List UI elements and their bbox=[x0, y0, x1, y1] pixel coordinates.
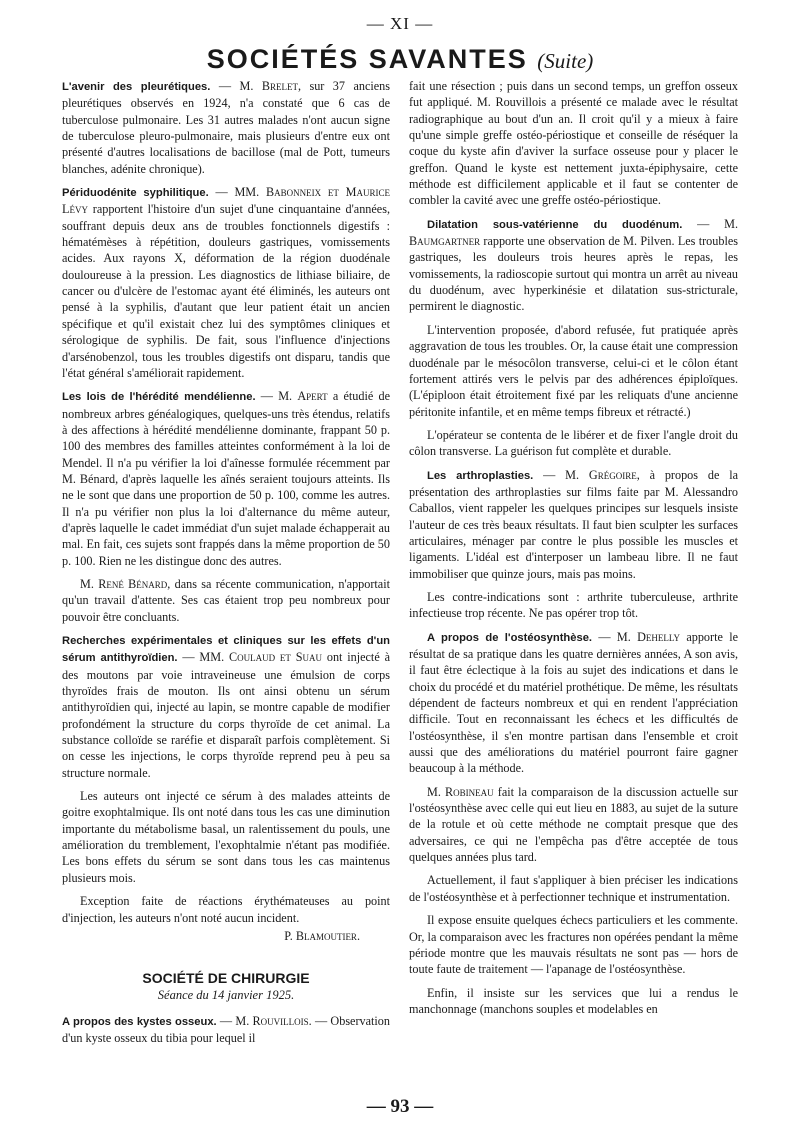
paragraph-goitre: Les auteurs ont injecté ce sérum à des malades atteints de goitre exophtalmique. Ils ont noté dans tous les cas une diminution importante du métabolisme basal, un ralentissement du pouls, une amélioration du tremblement, l'exophtalmie n'étant pas modifiée. Les bons effets du sérum se sont dans tous les cas maintenus plusieurs mois. bbox=[62, 789, 390, 885]
prefix: M. bbox=[427, 784, 446, 799]
article-heading: Périduodénite syphilitique. bbox=[62, 187, 209, 200]
article-kystes bbox=[62, 1013, 390, 1047]
dash: — MM. bbox=[177, 650, 229, 665]
article-osteosynthese bbox=[409, 629, 738, 777]
article-text: , sur 37 anciens pleurétiques observés en 1924, n'a constaté que 6 cas de tuberculose pulmonaire. Les 31 autres malades n'ont aucun signe de tuberculose pleuro-pulmonaire, mais plusieurs d'entre eux ont présenté d'autres localisations de bacillose (mal de Pott, tumeurs blanches, adénite chronique). bbox=[62, 79, 390, 176]
dash: — M. bbox=[255, 389, 298, 404]
section-title: SOCIÉTÉ DE CHIRURGIE bbox=[142, 970, 310, 987]
article-text: . — Observation d'un kyste osseux du tibia pour lequel il bbox=[62, 1013, 390, 1046]
author-name: Coulaud et Suau bbox=[228, 650, 323, 665]
right-column bbox=[409, 78, 738, 1017]
left-column bbox=[62, 78, 390, 1047]
article-arthroplasties bbox=[409, 467, 738, 582]
page-title bbox=[0, 44, 800, 75]
article-text: a étudié de nombreux arbres généalogiques, quelques-uns très étendus, relatifs à des affections à hérédité mendélienne dominante, frappant 50 p. 100 des membres des familles atteintes conformément à la loi de Mendel. Il n'a pu vérifier la loi d'aînesse formulée récemment par M. Bénard, d'après laquelle les aînés seraient toujours atteints. Ils ne le sont que dans une proportion de 50 p. 100, comme les autres. Il n'a pu vérifier non plus la loi d'alternance du même auteur, d'après laquelle le cadet immédiat d'un sujet malade échapperait au mal. En fait, ces sujets sont frappés dans la même proportion de 50 p. 100. Rien ne les distingue donc des autres. bbox=[62, 389, 390, 568]
article-text: , dans sa récente communication, n'apportait qu'un travail d'attente. Ses cas étaient trop peu nombreux pour pouvoir être concluants. bbox=[62, 576, 390, 624]
paragraph-manchonnage: Enfin, il insiste sur les services que lui a rendus le manchonnage (manchons souples et modelables en bbox=[409, 985, 738, 1016]
article-text: rapportent l'histoire d'un sujet d'une cinquantaine d'années, souffrant depuis deux ans de troubles fonctionnels digestifs : hématémèses à répétition, douleurs gastriques, vomissements acides. Aux rayons X, déformation de la région duodénale douloureuse à la pression. Les diagnostics de lithiase biliaire, de cancer ou d'ulcère de l'estomac ayant été éliminés, les auteurs ont pensé à la syphilis, d'autant que leur patient était un ancien spécifique et qu'il existait chez lui des symptômes cliniques et sérologique de syphilis. De fait, sous l'influence d'injections d'arsénobenzol, tous les troubles digestifs ont disparu, tandis que l'état général s'améliorait rapidement. bbox=[62, 202, 390, 380]
dash: — M. bbox=[216, 1013, 253, 1028]
title-suite: (Suite) bbox=[537, 49, 594, 73]
prefix: M. bbox=[80, 576, 99, 591]
article-text: , à propos de la présentation des arthroplasties sur films faite par M. Alessandro Caballos, vient rappeler les quelques principes sur lesquels insiste l'auteur de ces très beaux résultats. Il faut bien sculpter les surfaces articulaires, ménager par contre le plus possible les muscles et ligaments. L'idéal est d'interposer un lambeau libre. Il ne faut immobiliser que quinze jours, mais pas moins. bbox=[409, 467, 739, 581]
article-pleuretiques bbox=[62, 78, 390, 177]
paragraph-echecs: Il expose ensuite quelques échecs particuliers et les commente. Or, la comparaison avec les fractures non opérées pendant la même période montre que les mauvais résultats ne sont pas — hors de toute faute de traitement — l'apanage de l'ostéosynthèse. bbox=[409, 913, 738, 977]
author-name: Brelet bbox=[261, 79, 298, 93]
article-heading: A propos des kystes osseux. bbox=[62, 1015, 217, 1028]
paragraph-actuellement: Actuellement, il faut s'appliquer à bien préciser les indications de l'ostéosynthèse et à perfectionner technique et instrumentation. bbox=[409, 873, 738, 904]
section-date: Séance du 14 janvier 1925. bbox=[157, 987, 295, 1002]
paragraph-resection: fait une résection ; puis dans un second temps, un greffon osseux fut appliqué. M. Rouvillois a présenté ce malade avec le résultat radiographique au bout d'un an. Il croit qu'il y a mieux à faire qu'une simple greffe ostéo-périostique et conseille de réséquer la coque du kyste afin d'aviver la surface osseuse pour y placer le greffon. Quand le kyste est nettement juxta-épiphysaire, cette méthode est difficilement applicable et il faut se contenter de combler la cavité avec une greffe ostéo-périostique. bbox=[409, 79, 738, 208]
paragraph-exception: Exception faite de réactions érythémateuses au point d'injection, les auteurs n'ont noté aucun incident. bbox=[62, 894, 390, 925]
article-text: apporte le résultat de sa pratique dans les quatre dernières années, A son avis, il faut être éclectique à la fois au sujet des indications et dans le choix du procédé et du matériel prothétique. De même, les résultats dépendent de facteurs nombreux et qui en rendent l'appréciation difficile. Tout en reconnaissant les échecs et les difficultés de l'ostéosynthèse, il s'en montre partisan dans l'ensemble et croit aussi que des améliorations du matériel pourront faire gagner beaucoup à la méthode. bbox=[409, 629, 739, 776]
dash: — M. bbox=[533, 467, 589, 482]
author-name: Baumgartner bbox=[409, 234, 481, 249]
article-heading: A propos de l'ostéosynthèse. bbox=[427, 631, 593, 644]
author-name: Grégoire bbox=[588, 467, 637, 482]
dash: — MM. bbox=[208, 185, 266, 200]
author-name: Babonneix et Maurice Lévy bbox=[62, 185, 390, 217]
article-periduodenite bbox=[62, 184, 390, 381]
article-heading: L'avenir des pleurétiques. bbox=[62, 81, 211, 93]
article-text: rapporte une observation de M. Pilven. Les troubles gastriques, les douleurs trois heures après le repas, les vomissements, la radioscopie surtout qui montra un arrêt au niveau du duodénum, avec hyperkinésie et dilatation sus-stricturale, permirent le diagnostic. bbox=[409, 234, 738, 314]
signature: P. Blamoutier. bbox=[284, 928, 360, 943]
article-heading: Recherches expérimentales et cliniques sur les effets d'un sérum antithyroïdien. bbox=[62, 635, 390, 665]
article-text: ont injecté à des moutons par voie intraveineuse une émulsion de corps thyroïdes frais de mouton. Ils ont ainsi obtenu un sérum antithyroïdien qui, injecté au lapin, se montre capable de modifier profondément la structure du corps thyroïde de cet animal. La substance colloïde se raréfie et disparaît parfois complètement. Si on cesse les injections, le corps thyroïde reprend peu à peu sa structure normale. bbox=[62, 650, 390, 780]
paragraph-intervention: L'intervention proposée, d'abord refusée, fut pratiquée après aggravation de tous les troubles. Or, la cause était une compression duodénale par le mésocôlon transverse, celui-ci et le côlon étant fortement attirés vers le pelvis par des adhérences épiploïques. (L'épiploon était étroitement fixé par les reliquats d'une ancienne péritonite infantile, et en même temps fibreux et rétracté.) bbox=[409, 322, 738, 419]
dash: — M. bbox=[682, 216, 738, 231]
paragraph-benard bbox=[62, 576, 390, 625]
title-text: SOCIÉTÉS SAVANTES bbox=[206, 44, 528, 74]
page-number: — 93 — bbox=[366, 1096, 434, 1117]
dash: — M. bbox=[592, 629, 638, 644]
article-dilatation bbox=[409, 216, 738, 315]
article-heredite bbox=[62, 388, 390, 569]
author-name: Apert bbox=[297, 389, 328, 404]
paragraph-operateur: L'opérateur se contenta de le libérer et de fixer l'angle droit du côlon transverse. La guérison fut complète et durable. bbox=[409, 427, 738, 459]
article-serum bbox=[62, 632, 390, 781]
author-name: Robineau bbox=[445, 784, 494, 799]
paragraph-contre-indications: Les contre-indications sont : arthrite tuberculeuse, arthrite infectieuse trop récente. Ne pas opérer trop tôt. bbox=[409, 589, 738, 621]
article-text: fait la comparaison de la discussion actuelle sur l'ostéosynthèse avec celle qui eut lieu en 1883, au sujet de la suture de la rotule et où cette méthode ne comptait presque que des adversaires, ce qui ne l'empêcha pas d'être acceptée de tous quelques années plus tard. bbox=[409, 784, 738, 865]
article-heading: Dilatation sous-vatérienne du duodénum. bbox=[427, 218, 683, 231]
article-heading: Les arthroplasties. bbox=[427, 469, 534, 482]
dash: — M. bbox=[210, 79, 262, 93]
article-heading: Les lois de l'hérédité mendélienne. bbox=[62, 391, 256, 404]
paragraph-robineau bbox=[409, 784, 738, 866]
author-name: René Bénard bbox=[98, 576, 168, 591]
author-name: Rouvillois bbox=[252, 1013, 309, 1028]
author-name: Dehelly bbox=[637, 629, 680, 644]
page-roman-number: — XI — bbox=[366, 14, 434, 33]
